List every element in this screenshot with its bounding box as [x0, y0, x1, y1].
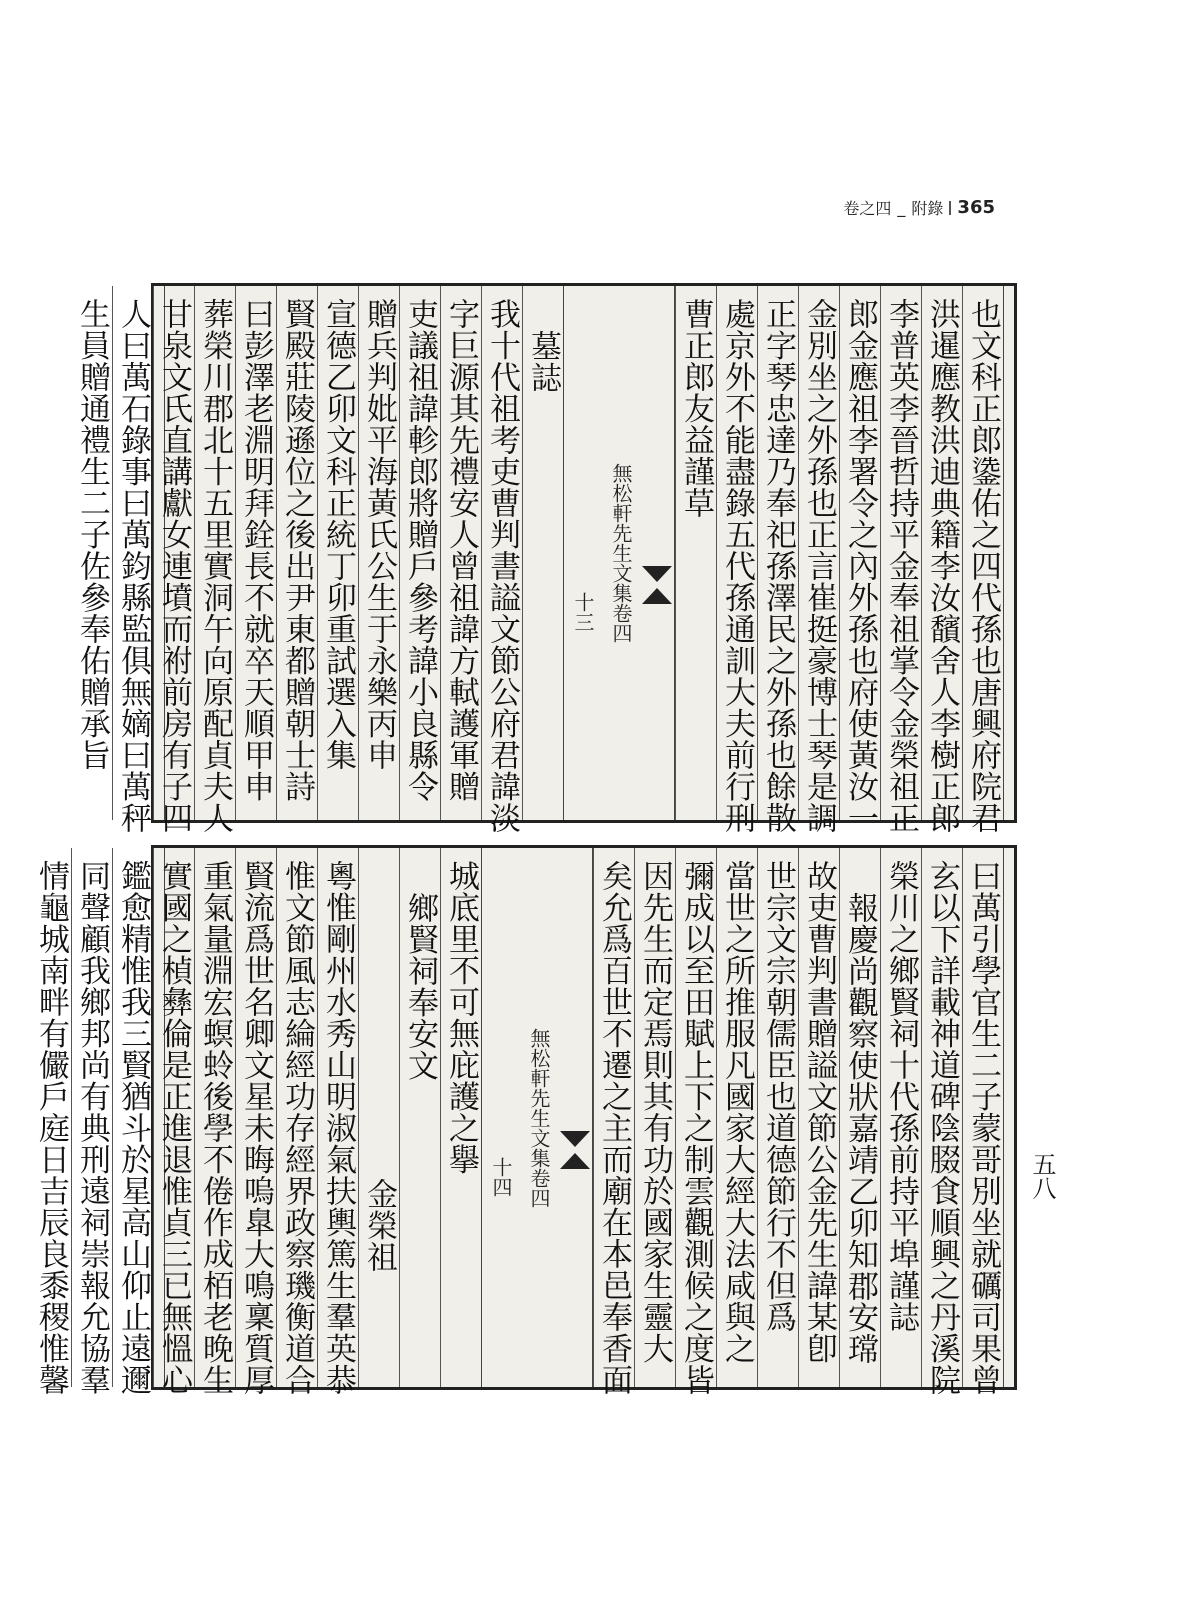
side-page-number: 五八: [1028, 1152, 1056, 1200]
center-strip: [481, 848, 593, 1387]
text-column: 情龜城南畔有儼戶庭日吉辰良黍稷惟馨: [33, 860, 69, 1396]
text-column-author: 金榮祖: [358, 848, 399, 1387]
text-column: 矣允爲百世不遷之主而廟在本邑奉香面: [593, 848, 634, 1387]
center-strip-title: 無松軒先生文集卷四: [609, 463, 633, 643]
text-column-heading: 墓誌: [522, 286, 563, 820]
center-strip-title: 無松軒先生文集卷四: [527, 1027, 551, 1208]
woodblock-page-upper: [74, 283, 1017, 834]
text-column: 重氣量淵宏螟蛉後學不倦作成栢老晚生: [194, 848, 235, 1387]
text-column: 郎金應祖李署令之內外孫也府使黃汝一: [839, 286, 880, 820]
text-column-heading: 鄉賢祠奉安文: [399, 848, 440, 1387]
volume-label: 卷之四: [843, 199, 892, 218]
text-column: 洪暹應教洪迪典籍李汝馪舍人李樹正郎: [921, 286, 962, 820]
text-column: 報慶尚觀察使狀嘉靖乙卯知郡安瑺: [839, 848, 880, 1387]
fish-tail-mark-icon: [640, 560, 674, 610]
text-column: 吏議祖諱軫郎將贈戶參考諱小良縣令: [399, 286, 440, 820]
text-column: 李普英李晉哲持平金奉祖掌令金榮祖正: [880, 286, 921, 820]
text-column: 曰彭澤老淵明拜銓長不就卒天順甲申: [235, 286, 276, 820]
text-column: 葬榮川郡北十五里實洞午向原配貞夫人: [194, 286, 235, 820]
header-separator: _: [897, 198, 906, 217]
text-column: 我十代祖考吏曹判書謚文節公府君諱淡: [481, 286, 522, 820]
text-column: 賢殿莊陵遜位之後出尹東都贈朝士詩: [276, 286, 317, 820]
text-column: 同聲顧我鄉邦尚有典刑遠祠崇報允協羣: [71, 848, 112, 1387]
text-column: 贈兵判妣平海黃氏公生于永樂丙申: [358, 286, 399, 820]
fish-tail-mark-icon: [558, 1125, 592, 1175]
text-column: 生員贈通禮生二子佐參奉佑贈承旨: [74, 298, 110, 771]
woodblock-page-lower: [33, 845, 1017, 1396]
text-column: 當世之所推服凡國家大經大法咸與之: [716, 848, 757, 1387]
text-column: 實國之楨彝倫是正進退惟貞三已無慍心: [153, 848, 194, 1387]
text-column: 彌成以至田賦上下之制雲觀測候之度皆: [675, 848, 716, 1387]
text-column: 也文科正郎鍌佑之四代孫也唐興府院君: [962, 286, 1003, 820]
center-strip-page: 十四: [489, 1156, 513, 1197]
running-header: [843, 196, 995, 219]
text-column: 正字琴忠達乃奉祀孫澤民之外孫也餘散: [757, 286, 798, 820]
text-column: 城底里不可無庇護之擧: [440, 848, 481, 1387]
center-strip-page: 十三: [571, 592, 595, 632]
page-number: 365: [957, 197, 995, 218]
text-column: 榮川之鄉賢祠十代孫前持平埠謹誌: [880, 848, 921, 1387]
header-divider: [949, 201, 951, 215]
text-column: 世宗文宗朝儒臣也道德節行不但爲: [757, 848, 798, 1387]
text-column: 甘泉文氏直講獻女連墳而祔前房有子四: [153, 286, 194, 820]
text-column: 宣德乙卯文科正統丁卯重試選入集: [317, 286, 358, 820]
text-column: 惟文節風志綸經功存經界政察璣衡道合: [276, 848, 317, 1387]
text-column: 曰萬引學官生二子蒙哥別坐就礪司果曾: [962, 848, 1003, 1387]
text-column: 粵惟剛州水秀山明淑氣扶輿篤生羣英恭: [317, 848, 358, 1387]
text-column: 處京外不能盡錄五代孫通訓大夫前行刑: [716, 286, 757, 820]
text-column: 故吏曹判書贈謚文節公金先生諱某卽: [798, 848, 839, 1387]
text-column: 玄以下詳載神道碑陰腏食順興之丹溪院: [921, 848, 962, 1387]
center-strip: [563, 286, 675, 820]
text-column: 金別坐之外孫也正言崔挺豪博士琴是調: [798, 286, 839, 820]
text-column: 鑑愈精惟我三賢猶斗於星高山仰止遠邇: [112, 848, 153, 1387]
text-column: 賢流爲世名卿文星未晦嗚臯大鳴稟質厚: [235, 848, 276, 1387]
text-column: 人曰萬石錄事曰萬鈞縣監俱無嫡曰萬秤: [112, 286, 153, 820]
section-label: 附錄: [911, 199, 944, 218]
text-column: 因先生而定焉則其有功於國家生靈大: [634, 848, 675, 1387]
text-column: 曹正郎友益謹草: [675, 286, 716, 820]
text-column: 字巨源其先禮安人曾祖諱方軾護軍贈: [440, 286, 481, 820]
